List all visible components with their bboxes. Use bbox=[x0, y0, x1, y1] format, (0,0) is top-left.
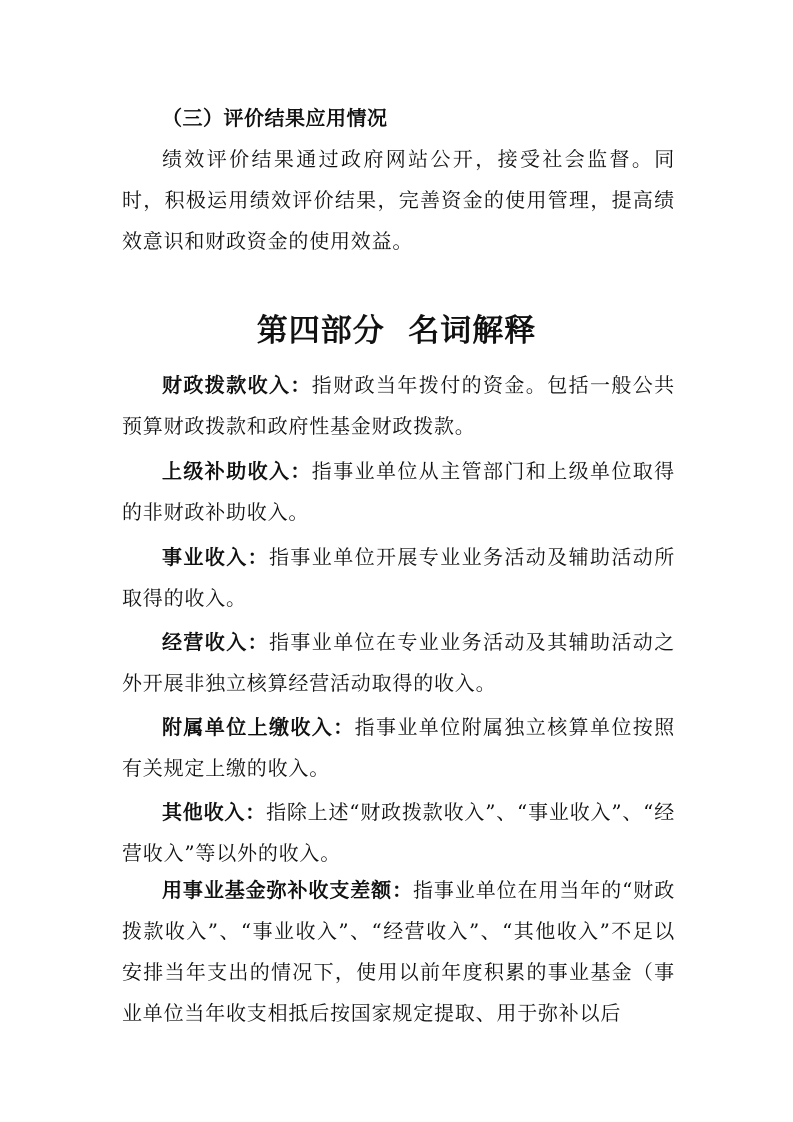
definition-term: 上级补助收入： bbox=[162, 459, 312, 483]
definition-text: 指除上述“财政拨款收入”、“事业收入”、“经营收入”等以外的收入。 bbox=[122, 800, 675, 865]
definition-paragraph bbox=[122, 707, 675, 789]
definition-term: 其他收入： bbox=[162, 800, 267, 824]
definition-paragraph bbox=[122, 870, 675, 1034]
definition-paragraph bbox=[122, 537, 675, 619]
section-heading-evaluation-results: （三）评价结果应用情况 bbox=[162, 106, 388, 130]
definition-paragraph bbox=[122, 622, 675, 704]
definition-text: 指事业单位在专业业务活动及其辅助活动之外开展非独立核算经营活动取得的收入。 bbox=[122, 630, 675, 695]
definition-paragraph bbox=[122, 451, 675, 533]
definition-term: 事业收入： bbox=[162, 545, 269, 569]
part-four-title: 第四部分 名词解释 bbox=[256, 313, 537, 349]
definition-term: 附属单位上缴收入： bbox=[162, 715, 355, 739]
definition-text: 指事业单位从主管部门和上级单位取得的非财政补助收入。 bbox=[122, 459, 675, 524]
definition-text: 指财政当年拨付的资金。包括一般公共预算财政拨款和政府性基金财政拨款。 bbox=[122, 373, 675, 438]
definition-text: 指事业单位开展专业业务活动及辅助活动所取得的收入。 bbox=[122, 545, 675, 610]
evaluation-results-paragraph: 绩效评价结果通过政府网站公开，接受社会监督。同时，积极运用绩效评价结果，完善资金的使用管理，提高绩效意识和财政资金的使用效益。 bbox=[122, 147, 675, 253]
definition-term: 经营收入： bbox=[162, 630, 269, 654]
definition-paragraph bbox=[122, 365, 675, 447]
definition-term: 财政拨款收入： bbox=[162, 373, 312, 397]
definition-term: 用事业基金弥补收支差额： bbox=[162, 878, 413, 902]
definition-text: 指事业单位附属独立核算单位按照有关规定上缴的收入。 bbox=[122, 715, 676, 780]
definition-text: 指事业单位在用当年的“财政拨款收入”、“事业收入”、“经营收入”、“其他收入”不足以安排当年支出的情况下，使用以前年度积累的事业基金（事业单位当年收支相抵后按国家规定提取、用于弥补以后 bbox=[122, 878, 675, 1025]
definition-paragraph bbox=[122, 792, 675, 874]
